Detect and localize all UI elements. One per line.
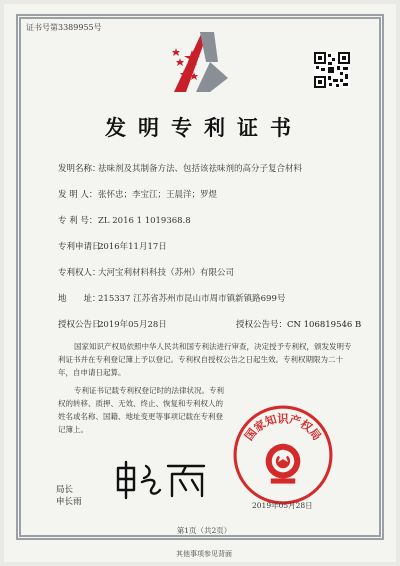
footnote: 其他事项参见背面	[176, 550, 232, 558]
director-block	[56, 484, 82, 508]
field-label: 授权公告日：	[58, 320, 110, 330]
director-name: 申长雨	[56, 497, 82, 507]
field-value: 祛味剂及其制备方法、包括该祛味剂的高分子复合材料	[98, 164, 303, 174]
field-value: 2016年11月17日	[98, 242, 167, 252]
field-value: ZL 2016 1 1019368.8	[98, 216, 191, 226]
field-inventors	[58, 188, 217, 200]
field-patent-number	[58, 214, 191, 226]
seal-date: 2019年05月28日	[252, 501, 313, 510]
official-seal-icon	[232, 404, 334, 506]
field-value: 215337 江苏省苏州市昆山市周市镇新镇路699号	[98, 294, 286, 304]
page-title: 发明专利证书	[105, 115, 303, 140]
field-value: 大河宝利材料科技（苏州）有限公司	[98, 268, 235, 278]
signature-icon	[112, 460, 212, 500]
field-address	[58, 292, 285, 304]
field-filing-date	[58, 240, 167, 252]
field-label: 专 利 号：	[58, 216, 98, 226]
director-title: 局长	[56, 485, 74, 495]
field-label: 专利权人：	[58, 268, 101, 278]
statement-paragraph-1: 国家知识产权局依照中华人民共和国专利法进行审查，决定授予专利权，颁发发明专利证书并在专利登记簿上予以登记。专利权自授权公告之日起生效。专利权期限为二十年，自申请日起算。	[58, 342, 352, 377]
field-value: 2019年05月28日	[98, 320, 167, 330]
field-label: 专利申请日：	[58, 242, 110, 252]
certificate-number: 证书号第3389955号	[26, 23, 102, 32]
field-grant-date	[58, 318, 167, 330]
field-value: 张怀忠；李宝江；王晨洋；罗煜	[98, 190, 218, 200]
field-label: 发明名称：	[58, 164, 101, 174]
announcement-number: 授权公告号：CN 106819546 B	[236, 320, 362, 330]
page-number: 第1页（共2页）	[176, 526, 232, 535]
field-patentee	[58, 266, 234, 278]
field-label: 发 明 人：	[58, 190, 98, 200]
statement-paragraph-2: 专利证书记载专利权登记时的法律状况。专利权的转移、质押、无效、终止、恢复和专利权人的姓名或名称、国籍、地址变更等事项记载在专利登记簿上。	[58, 386, 224, 434]
seal-text: 国家知识产权局	[241, 411, 325, 444]
field-label: 地 址：	[58, 294, 101, 304]
certificate-page	[4, 4, 396, 562]
cnipa-logo-icon	[166, 26, 236, 98]
qr-code-icon	[314, 52, 350, 88]
field-invention-name	[58, 162, 302, 174]
